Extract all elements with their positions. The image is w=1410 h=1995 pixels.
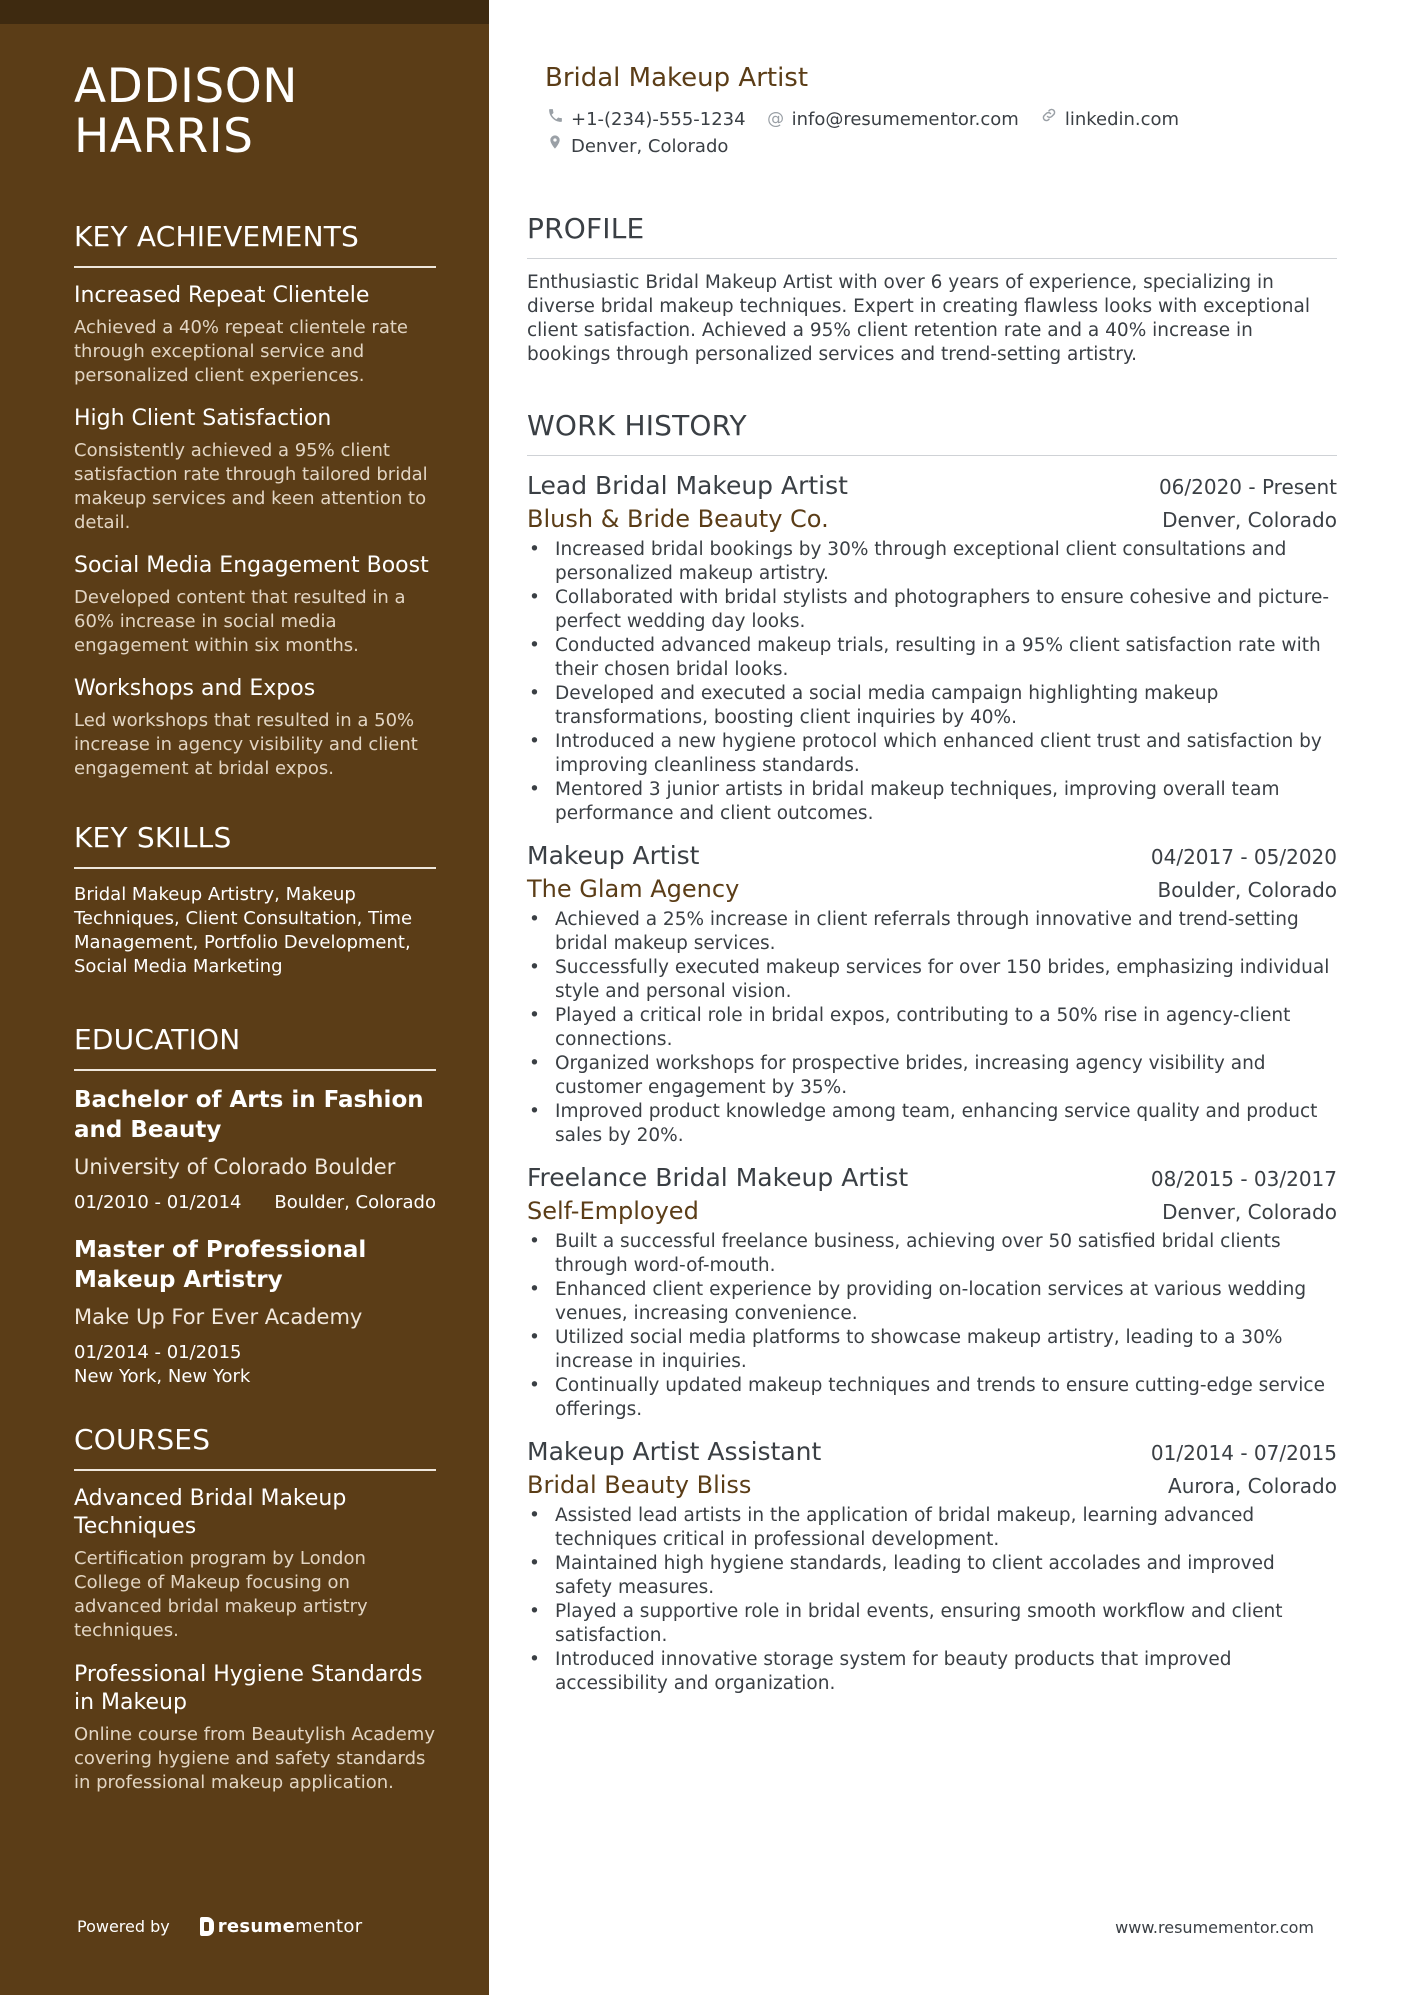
work-history-heading: WORK HISTORY	[527, 409, 1337, 456]
job-bullet: • Played a supportive role in bridal events, ensuring smooth workflow and client satisfaction.	[527, 1600, 1337, 1648]
achievement-item	[74, 282, 436, 388]
job-bullets	[527, 1504, 1337, 1696]
job-bullet: • Achieved a 25% increase in client referrals through innovative and trend-setting bridal makeup services.	[527, 908, 1337, 956]
contact-linkedin[interactable]	[1039, 106, 1179, 133]
at-icon: @	[767, 109, 785, 129]
achievement-item	[74, 675, 436, 781]
company-name: Blush & Bride Beauty Co.	[527, 505, 829, 533]
phone-number: +1-(234)-555-1234	[571, 109, 746, 130]
achievement-item	[74, 405, 436, 535]
course-item	[74, 1485, 436, 1643]
sidebar-top-band	[0, 0, 489, 24]
job-bullet: • Continually updated makeup techniques and trends to ensure cutting-edge service offerings.	[527, 1374, 1337, 1422]
job-dates: 01/2014 - 07/2015	[1150, 1441, 1337, 1465]
resumementor-logo-icon	[200, 1917, 214, 1936]
job-bullet: • Assisted lead artists in the application of bridal makeup, learning advanced techniques critical in professional development.	[527, 1504, 1337, 1552]
powered-by	[77, 1916, 362, 1937]
job-bullet: • Enhanced client experience by providing on-location services at various wedding venues, increasing convenience.	[527, 1278, 1337, 1326]
profile-heading: PROFILE	[527, 212, 1337, 259]
job-bullet: • Organized workshops for prospective brides, increasing agency visibility and customer engagement by 35%.	[527, 1052, 1337, 1100]
contact-row	[545, 133, 1337, 160]
job-company-row	[527, 1195, 1337, 1228]
education-school: Make Up For Ever Academy	[74, 1305, 363, 1329]
job-bullet: • Utilized social media platforms to showcase makeup artistry, leading to a 30% increase in inquiries.	[527, 1326, 1337, 1374]
job-title: Makeup Artist Assistant	[527, 1437, 822, 1466]
profile-summary: Enthusiastic Bridal Makeup Artist with over 6 years of experience, specializing in diverse bridal makeup techniques. Expert in creating flawless looks with exceptional client satisfaction. Achieved a 95% client retention rate and a 40% increase in bookings through personalized services and trend-setting artistry.	[527, 272, 1311, 365]
job-bullets	[527, 1230, 1337, 1422]
brand-light: mentor	[295, 1916, 363, 1937]
job-bullet: • Developed and executed a social media campaign highlighting makeup transformations, boosting client inquiries by 40%.	[527, 682, 1337, 730]
company-name: Bridal Beauty Bliss	[527, 1471, 752, 1499]
job-location: Aurora, Colorado	[1168, 1474, 1337, 1498]
job-bullet: • Played a critical role in bridal expos, contributing to a 50% rise in agency-client connections.	[527, 1004, 1337, 1052]
job-location: Denver, Colorado	[1162, 508, 1337, 532]
course-item	[74, 1661, 436, 1795]
company-name: The Glam Agency	[527, 875, 740, 903]
job-header	[527, 840, 1337, 873]
courses-section	[74, 1423, 436, 1795]
skills-list: Bridal Makeup Artistry, Makeup Techniques, Client Consultation, Time Management, Portfolio Development, Social Media Marketing	[74, 884, 413, 977]
achievements-section	[74, 220, 436, 781]
education-degree: Master of Professional Makeup Artistry	[74, 1237, 367, 1293]
job-header	[527, 1162, 1337, 1195]
job-bullet: • Introduced a new hygiene protocol which enhanced client trust and satisfaction by improving cleanliness standards.	[527, 730, 1337, 778]
job-header	[527, 1436, 1337, 1469]
education-heading: EDUCATION	[74, 1023, 436, 1071]
job-company-row	[527, 503, 1337, 536]
achievement-desc: Consistently achieved a 95% client satisfaction rate through tailored bridal makeup services and keen attention to detail.	[74, 440, 428, 533]
job-bullet: • Mentored 3 junior artists in bridal makeup techniques, improving overall team performance and client outcomes.	[527, 778, 1337, 826]
brand-bold: resume	[217, 1916, 296, 1937]
job-dates: 04/2017 - 05/2020	[1150, 845, 1337, 869]
contact-location	[545, 133, 728, 160]
skills-section	[74, 821, 436, 979]
education-meta	[74, 1191, 436, 1215]
achievement-title: Workshops and Expos	[74, 676, 316, 701]
contact-email[interactable]	[766, 106, 1019, 133]
footer-website[interactable]: www.resumementor.com	[1115, 1918, 1314, 1937]
powered-by-label: Powered by	[77, 1917, 170, 1936]
education-meta	[74, 1341, 436, 1389]
profile-section	[527, 212, 1337, 367]
course-title: Professional Hygiene Standards in Makeup	[74, 1662, 423, 1715]
job-bullet: • Maintained high hygiene standards, leading to client accolades and improved safety measures.	[527, 1552, 1337, 1600]
education-dates: 01/2010 - 01/2014	[74, 1192, 242, 1213]
sidebar	[0, 0, 489, 1995]
job-company-row	[527, 1469, 1337, 1502]
job-title: Freelance Bridal Makeup Artist	[527, 1163, 909, 1192]
job-bullet: • Successfully executed makeup services for over 150 brides, emphasizing individual style and personal vision.	[527, 956, 1337, 1004]
course-title: Advanced Bridal Makeup Techniques	[74, 1486, 347, 1539]
education-location: New York, New York	[74, 1366, 251, 1387]
job-dates: 06/2020 - Present	[1158, 475, 1337, 499]
work-history-section	[527, 409, 1337, 1696]
contact-info	[545, 106, 1337, 160]
job-bullets	[527, 908, 1337, 1148]
achievement-title: Social Media Engagement Boost	[74, 553, 429, 578]
job-entry	[527, 470, 1337, 826]
achievement-desc: Achieved a 40% repeat clientele rate through exceptional service and personalized client experiences.	[74, 317, 408, 386]
job-entry	[527, 1436, 1337, 1696]
job-bullet: • Increased bridal bookings by 30% through exceptional client consultations and personalized makeup artistry.	[527, 538, 1337, 586]
achievements-heading: KEY ACHIEVEMENTS	[74, 220, 436, 268]
job-title: Makeup Artist	[527, 841, 700, 870]
job-entry	[527, 1162, 1337, 1422]
job-bullets	[527, 538, 1337, 826]
location-pin-icon	[545, 133, 565, 160]
job-entry	[527, 840, 1337, 1148]
achievement-desc: Led workshops that resulted in a 50% increase in agency visibility and client engagement at bridal expos.	[74, 710, 418, 779]
job-location: Denver, Colorado	[1162, 1200, 1337, 1224]
contact-phone	[545, 106, 746, 133]
main-content	[527, 62, 1337, 1696]
job-bullet: • Collaborated with bridal stylists and photographers to ensure cohesive and picture-perfect wedding day looks.	[527, 586, 1337, 634]
link-icon	[1039, 106, 1059, 133]
name-first: ADDISON	[74, 59, 298, 114]
sidebar-content	[74, 59, 436, 1813]
location-text: Denver, Colorado	[571, 136, 729, 157]
skills-heading: KEY SKILLS	[74, 821, 436, 869]
achievement-desc: Developed content that resulted in a 60% increase in social media engagement within six months.	[74, 587, 406, 656]
company-name: Self-Employed	[527, 1197, 699, 1225]
brand-name	[218, 1916, 363, 1937]
target-job-title: Bridal Makeup Artist	[545, 63, 809, 93]
achievement-title: Increased Repeat Clientele	[74, 283, 370, 308]
job-header	[527, 470, 1337, 503]
phone-icon	[545, 106, 565, 133]
education-item	[74, 1085, 436, 1215]
job-location: Boulder, Colorado	[1157, 878, 1337, 902]
candidate-name	[74, 59, 436, 164]
achievement-item	[74, 552, 436, 658]
job-dates: 08/2015 - 03/2017	[1150, 1167, 1337, 1191]
job-bullet: • Introduced innovative storage system for beauty products that improved accessibility and organization.	[527, 1648, 1337, 1696]
contact-row	[545, 106, 1337, 133]
job-bullet: • Conducted advanced makeup trials, resulting in a 95% client satisfaction rate with their chosen bridal looks.	[527, 634, 1337, 682]
course-desc: Online course from Beautylish Academy covering hygiene and safety standards in professional makeup application.	[74, 1724, 435, 1793]
job-company-row	[527, 873, 1337, 906]
education-item	[74, 1235, 436, 1389]
job-title: Lead Bridal Makeup Artist	[527, 471, 848, 500]
education-school: University of Colorado Boulder	[74, 1155, 396, 1179]
education-dates: 01/2014 - 01/2015	[74, 1342, 242, 1363]
email-address[interactable]: info@resumementor.com	[791, 109, 1019, 130]
education-location: Boulder, Colorado	[274, 1192, 436, 1213]
job-bullet: • Built a successful freelance business, achieving over 50 satisfied bridal clients through word-of-mouth.	[527, 1230, 1337, 1278]
education-section	[74, 1023, 436, 1389]
name-last: HARRIS	[74, 109, 254, 164]
achievement-title: High Client Satisfaction	[74, 406, 332, 431]
education-degree: Bachelor of Arts in Fashion and Beauty	[74, 1087, 424, 1143]
job-bullet: • Improved product knowledge among team, enhancing service quality and product sales by 20%.	[527, 1100, 1337, 1148]
linkedin-url[interactable]: linkedin.com	[1064, 109, 1180, 130]
course-desc: Certification program by London College of Makeup focusing on advanced bridal makeup artistry techniques.	[74, 1548, 368, 1641]
courses-heading: COURSES	[74, 1423, 436, 1471]
